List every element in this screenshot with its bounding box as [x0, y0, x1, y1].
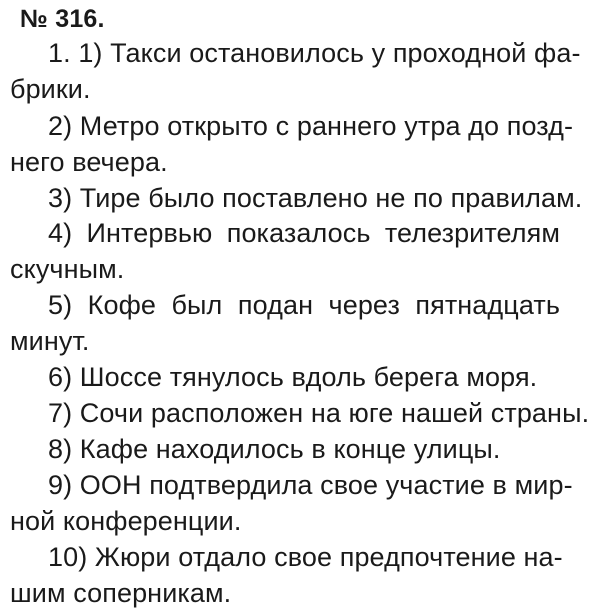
- text-line: 9) ООН подтвердила свое участие в мир-: [48, 470, 573, 500]
- text-line: шим соперникам.: [10, 578, 232, 608]
- text-line: 2) Метро открыто с раннего утра до позд-: [48, 111, 574, 141]
- text-line: брики.: [10, 74, 91, 104]
- text-line: 7) Сочи расположен на юге нашей страны.: [48, 398, 590, 428]
- text-line: 10) Жюри отдало свое предпочтение на-: [48, 542, 563, 572]
- text-line: него вечера.: [10, 147, 168, 177]
- text-line: минут.: [10, 326, 90, 356]
- text-line: 4) Интервью показалось телезрителям: [48, 218, 560, 248]
- text-line: скучным.: [10, 254, 125, 284]
- text-line: 5) Кофе был подан через пятнадцать: [48, 290, 560, 320]
- text-line: 3) Тире было поставлено не по правилам.: [48, 183, 583, 213]
- text-line: ной конференции.: [10, 506, 242, 536]
- text-line: 8) Кафе находилось в конце улицы.: [48, 434, 501, 464]
- text-line: 1. 1) Такси остановилось у проходной фа-: [48, 38, 581, 68]
- text-line: 6) Шоссе тянулось вдоль берега моря.: [48, 362, 538, 392]
- exercise-title: № 316.: [20, 5, 105, 33]
